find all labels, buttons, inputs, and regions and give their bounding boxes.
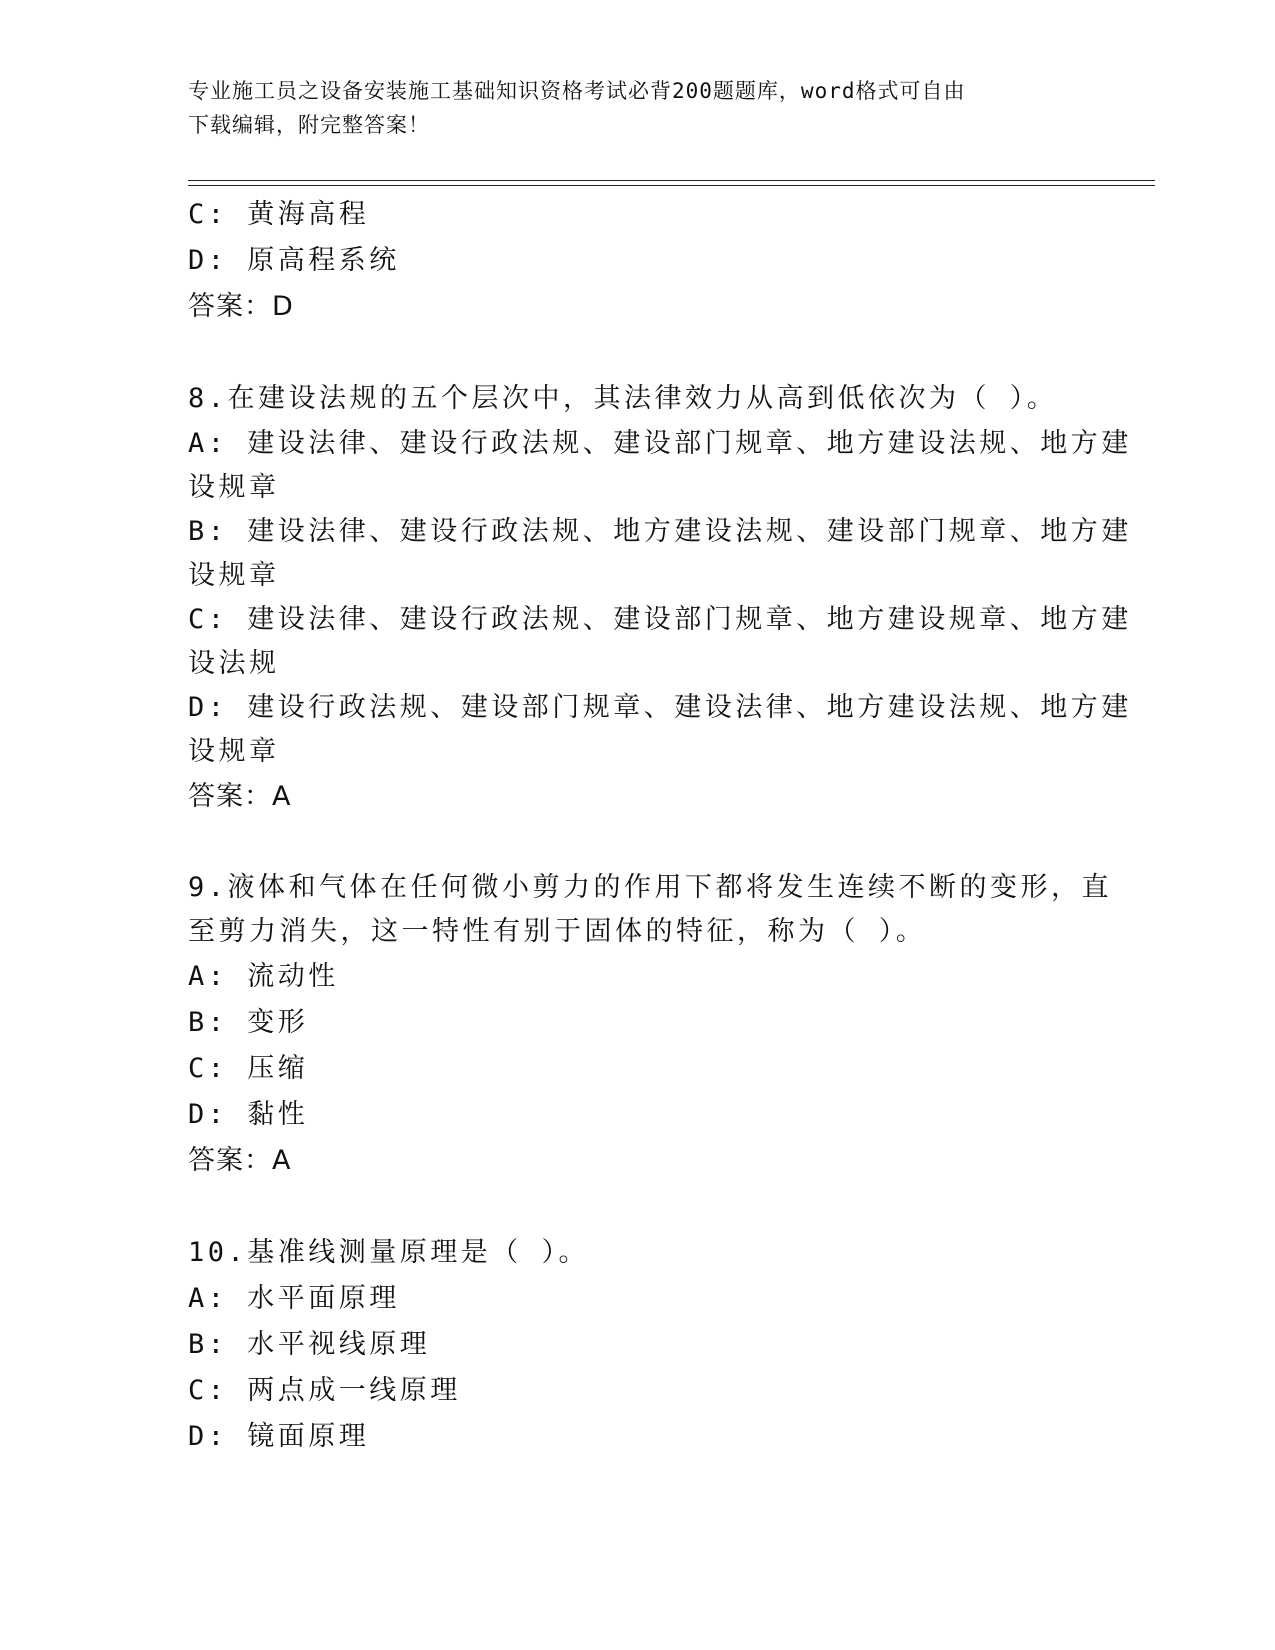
option-c: C: 压缩 bbox=[188, 1053, 309, 1084]
option-text-line-1: C: 建设法律、建设行政法规、建设部门规章、地方建设规章、地方建 bbox=[188, 604, 1132, 635]
question-stem-line-1: 9.液体和气体在任何微小剪力的作用下都将发生连续不断的变形，直 bbox=[188, 872, 1113, 903]
option-c bbox=[188, 598, 1132, 686]
answer-line: 答案：A bbox=[188, 781, 292, 812]
question-stem: 10.基准线测量原理是（ ）。 bbox=[188, 1237, 590, 1268]
document-header bbox=[188, 74, 1068, 142]
option-d: D: 镜面原理 bbox=[188, 1421, 370, 1452]
option-c: C: 黄海高程 bbox=[188, 199, 370, 230]
question-stem: 8.在建设法规的五个层次中，其法律效力从高到低依次为（ ）。 bbox=[188, 383, 1058, 414]
option-text-line-2: 设法规 bbox=[188, 648, 280, 679]
header-line-2: 下载编辑，附完整答案！ bbox=[188, 113, 430, 137]
spacer bbox=[188, 820, 1088, 866]
option-text-line-2: 设规章 bbox=[188, 472, 280, 503]
answer-line: 答案：D bbox=[188, 291, 294, 322]
option-b: B: 变形 bbox=[188, 1007, 309, 1038]
header-divider-bottom bbox=[188, 185, 1155, 186]
question-9 bbox=[188, 866, 1113, 1184]
spacer bbox=[188, 330, 1088, 376]
spacer bbox=[188, 1184, 1088, 1230]
option-text-line-1: B: 建设法律、建设行政法规、地方建设法规、建设部门规章、地方建 bbox=[188, 516, 1132, 547]
option-a bbox=[188, 422, 1132, 510]
answer-line: 答案：A bbox=[188, 1145, 292, 1176]
question-8 bbox=[188, 376, 1132, 820]
prev-question bbox=[188, 192, 1088, 330]
option-text-line-2: 设规章 bbox=[188, 560, 280, 591]
question-stem-line-2: 至剪力消失，这一特性有别于固体的特征，称为（ ）。 bbox=[188, 916, 927, 947]
option-b: B: 水平视线原理 bbox=[188, 1329, 431, 1360]
option-a: A: 水平面原理 bbox=[188, 1283, 400, 1314]
option-c: C: 两点成一线原理 bbox=[188, 1375, 461, 1406]
header-line-1: 专业施工员之设备安装施工基础知识资格考试必背200题题库，word格式可自由 bbox=[188, 79, 966, 103]
option-text-line-1: D: 建设行政法规、建设部门规章、建设法律、地方建设法规、地方建 bbox=[188, 692, 1132, 723]
option-d: D: 原高程系统 bbox=[188, 245, 400, 276]
option-d: D: 黏性 bbox=[188, 1099, 309, 1130]
option-text-line-2: 设规章 bbox=[188, 736, 280, 767]
header-divider-top bbox=[188, 180, 1155, 181]
question-list bbox=[188, 192, 1132, 1460]
option-d bbox=[188, 686, 1132, 774]
option-b bbox=[188, 510, 1132, 598]
question-10 bbox=[188, 1230, 1088, 1460]
option-text-line-1: A: 建设法律、建设行政法规、建设部门规章、地方建设法规、地方建 bbox=[188, 428, 1132, 459]
option-a: A: 流动性 bbox=[188, 961, 339, 992]
